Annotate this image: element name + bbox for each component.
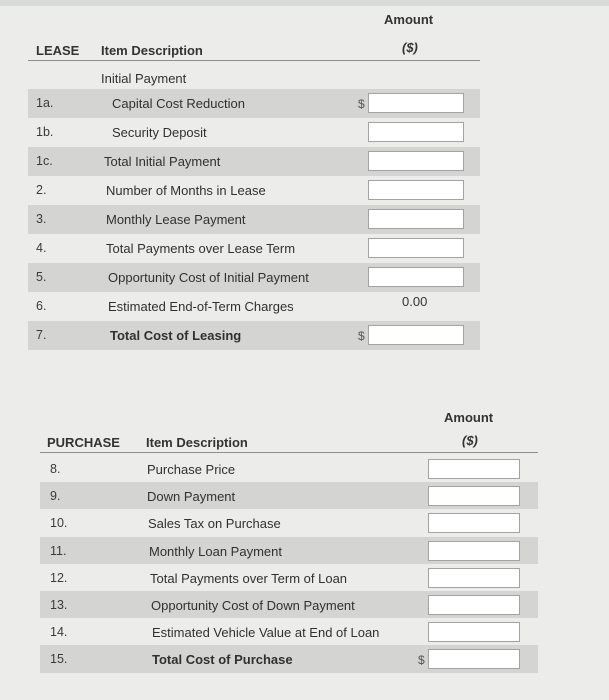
line-number: 1b. [36,125,54,139]
purchase-amount-unit: ($) [462,433,478,448]
currency-symbol: $ [358,97,365,111]
item-description: Total Payments over Lease Term [106,241,296,256]
amount-input[interactable] [428,622,520,642]
lease-row [28,263,480,292]
purchase-row [40,509,538,536]
amount-input[interactable] [368,325,464,345]
line-number: 3. [36,212,47,226]
purchase-item-header: Item Description [146,435,248,450]
line-number: 12. [50,570,68,585]
currency-symbol: $ [358,329,365,343]
lease-item-header: Item Description [101,43,203,58]
item-description: Opportunity Cost of Initial Payment [108,270,309,285]
line-number: 4. [36,241,47,255]
line-number: 9. [50,489,61,504]
lease-row [28,205,480,234]
purchase-row [40,455,538,482]
amount-input[interactable] [368,238,464,258]
line-number: 8. [50,462,61,476]
item-description: Total Cost of Purchase [152,652,293,668]
purchase-row [40,618,538,645]
line-number: 7. [36,328,47,342]
item-description: Sales Tax on Purchase [148,516,281,532]
lease-row [28,176,480,205]
item-description: Security Deposit [112,125,207,140]
item-description: Monthly Lease Payment [106,212,246,227]
line-number: 14. [50,625,68,640]
lease-row [28,89,480,118]
lease-row [28,118,480,147]
lease-header-rule [28,60,480,61]
line-number: 1c. [36,154,53,168]
item-description: Opportunity Cost of Down Payment [151,598,355,613]
lease-amount-header: Amount [384,12,434,27]
amount-input[interactable] [368,93,464,113]
purchase-row [40,537,538,564]
purchase-section-label: PURCHASE [47,435,120,450]
item-description: Down Payment [147,489,236,505]
item-description: Total Initial Payment [104,154,221,169]
purchase-header-rule [40,452,538,453]
amount-input[interactable] [368,209,464,229]
amount-input[interactable] [428,649,520,669]
purchase-row [40,645,538,672]
item-description: Capital Cost Reduction [112,96,245,111]
amount-input[interactable] [428,541,520,561]
line-number: 15. [50,652,68,667]
amount-input[interactable] [428,486,520,506]
lease-row [28,234,480,263]
amount-input[interactable] [428,459,520,479]
line-number: 11. [50,543,67,558]
item-description: Number of Months in Lease [106,183,266,198]
lease-row [28,147,480,176]
purchase-row [40,482,538,509]
amount-input[interactable] [368,267,464,287]
amount-input[interactable] [428,595,520,615]
amount-value: 0.00 [402,294,428,309]
lease-row [28,292,480,321]
amount-input[interactable] [428,513,520,533]
item-description: Purchase Price [147,462,236,477]
purchase-row [40,564,538,591]
line-number: 10. [50,516,68,531]
currency-symbol: $ [418,653,425,668]
lease-section-label: LEASE [36,43,80,58]
item-description: Total Cost of Leasing [110,328,242,343]
lease-row [28,321,480,350]
purchase-row [40,591,538,618]
line-number: 13. [50,598,68,612]
line-number: 2. [36,183,47,197]
line-number: 5. [36,270,47,284]
amount-input[interactable] [368,151,464,171]
item-description: Monthly Loan Payment [149,543,282,559]
amount-input[interactable] [428,568,520,588]
purchase-amount-header: Amount [444,410,494,425]
item-description: Estimated End-of-Term Charges [108,299,294,314]
lease-subheading: Initial Payment [101,71,187,86]
amount-input[interactable] [368,180,464,200]
amount-input[interactable] [368,122,464,142]
item-description: Total Payments over Term of Loan [150,570,348,586]
line-number: 1a. [36,96,54,110]
top-band [0,0,609,6]
lease-amount-unit: ($) [402,40,418,55]
item-description: Estimated Vehicle Value at End of Loan [152,625,380,641]
line-number: 6. [36,299,47,313]
